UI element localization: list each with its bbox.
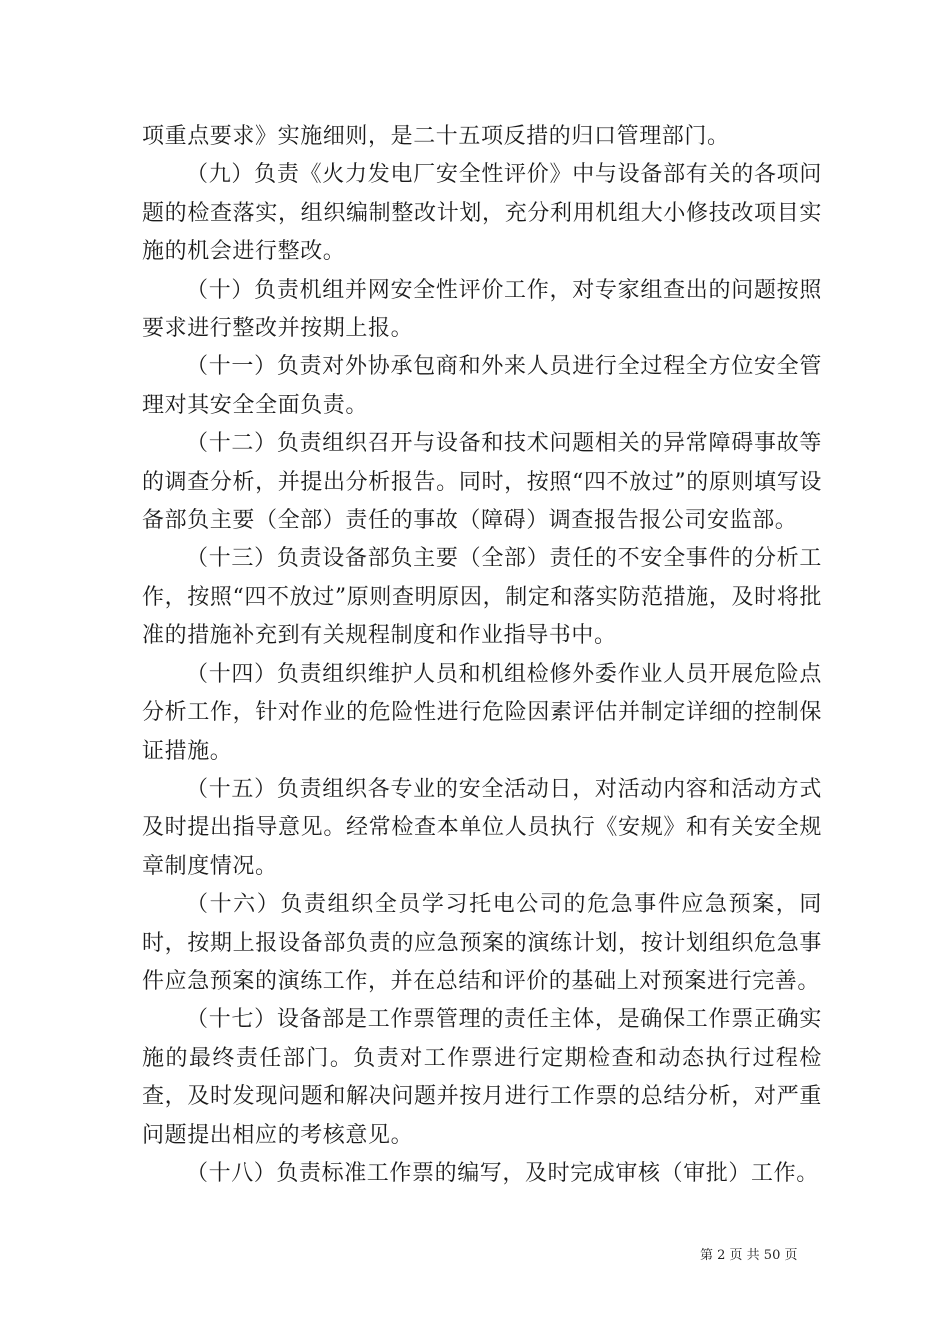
paragraph-13: （十三）负责设备部负主要（全部）责任的不安全事件的分析工作，按照“四不放过”原则查明原因，制定和落实防范措施，及时将批准的措施补充到有关规程制度和作业指导书中。 xyxy=(142,546,822,649)
paragraph-14: （十四）负责组织维护人员和机组检修外委作业人员开展危险点分析工作，针对作业的危险性进行危险因素评估并制定详细的控制保证措施。 xyxy=(142,661,822,764)
document-body xyxy=(142,118,822,1193)
paragraph-17: （十七）设备部是工作票管理的责任主体，是确保工作票正确实施的最终责任部门。负责对工作票进行定期检查和动态执行过程检查，及时发现问题和解决问题并按月进行工作票的总结分析，对严重问题提出相应的考核意见。 xyxy=(142,1007,822,1148)
paragraph-16: （十六）负责组织全员学习托电公司的危急事件应急预案，同时，按期上报设备部负责的应急预案的演练计划，按计划组织危急事件应急预案的演练工作，并在总结和评价的基础上对预案进行完善。 xyxy=(142,892,822,994)
paragraph-10: （十）负责机组并网安全性评价工作，对专家组查出的问题按照要求进行整改并按期上报。 xyxy=(142,277,822,342)
page-number: 第 2 页 共 50 页 xyxy=(700,1248,798,1263)
paragraph-9: （九）负责《火力发电厂安全性评价》中与设备部有关的各项问题的检查落实，组织编制整改计划，充分利用机组大小修技改项目实施的机会进行整改。 xyxy=(142,162,822,265)
paragraph-18: （十八）负责标准工作票的编写，及时完成审核（审批）工作。 xyxy=(186,1160,819,1186)
paragraph-15: （十五）负责组织各专业的安全活动日，对活动内容和活动方式及时提出指导意见。经常检查本单位人员执行《安规》和有关安全规章制度情况。 xyxy=(142,776,822,879)
paragraph-12: （十二）负责组织召开与设备和技术问题相关的异常障碍事故等的调查分析，并提出分析报告。同时，按照“四不放过”的原则填写设备部负主要（全部）责任的事故（障碍）调查报告报公司安监部。 xyxy=(142,431,822,534)
paragraph-continuation: 项重点要求》实施细则，是二十五项反措的归口管理部门。 xyxy=(142,124,730,149)
paragraph-11: （十一）负责对外协承包商和外来人员进行全过程全方位安全管理对其安全全面负责。 xyxy=(142,354,822,418)
